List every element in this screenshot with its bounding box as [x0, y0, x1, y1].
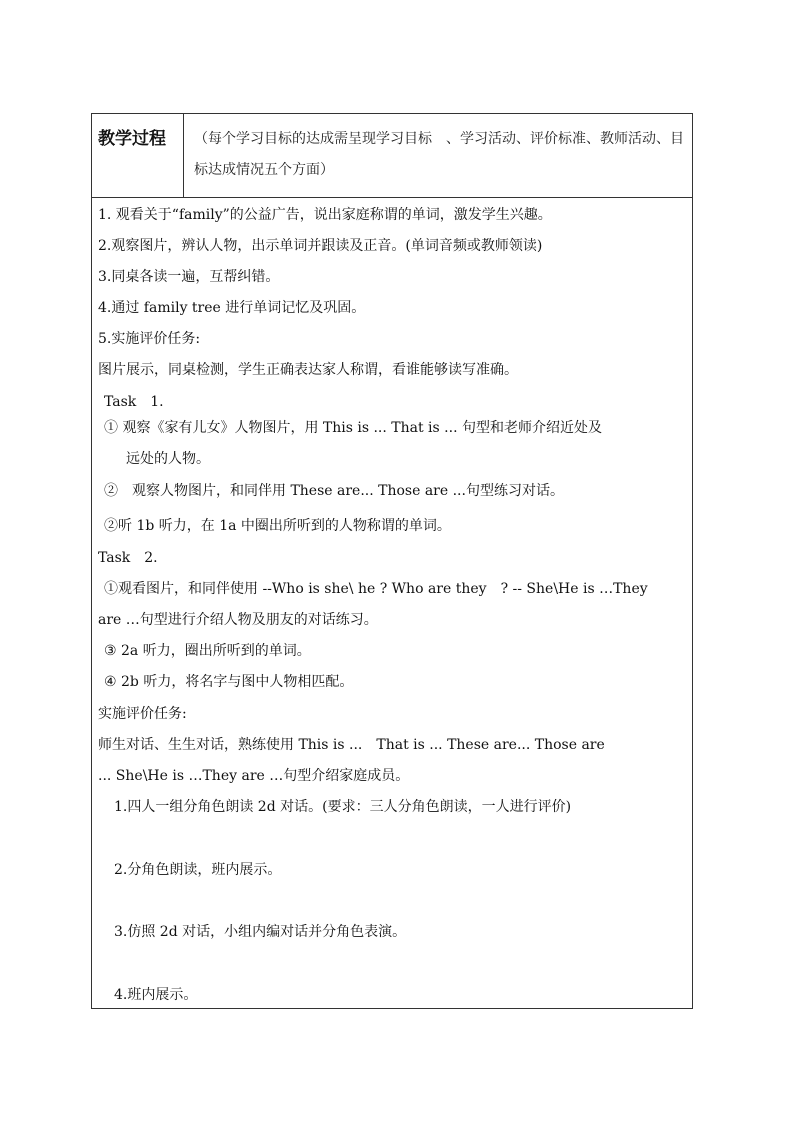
content-line: ②听 1b 听力，在 1a 中圈出所听到的人物称谓的单词。 — [104, 518, 451, 534]
content-line: are …句型进行介绍人物及朋友的对话练习。 — [98, 612, 378, 628]
content-line: ④ 2b 听力，将名字与图中人物相匹配。 — [104, 674, 354, 690]
header-description: （每个学习目标的达成需呈现学习目标 、学习活动、评价标准、教师活动、目标达成情况五个方面） — [194, 131, 684, 178]
content-line: ② 观察人物图片，和同伴用 These are... Those are ...句型练习对话。 — [104, 483, 564, 499]
content-line: 1. 观看关于“family”的公益广告，说出家庭称谓的单词，激发学生兴趣。 — [98, 207, 552, 223]
header-label-cell — [92, 114, 184, 197]
content-line: 4.通过 family tree 进行单词记忆及巩固。 — [98, 300, 366, 316]
task-heading: Task 1. — [104, 394, 164, 410]
content-line: 师生对话、生生对话，熟练使用 This is ... That is ... These are... Those are — [98, 737, 605, 753]
section-title: 教学过程 — [98, 129, 166, 149]
content-line: ①观看图片，和同伴使用 --Who is she\ he ? Who are they ? -- She\He is …They — [104, 581, 648, 597]
content-line: 远处的人物。 — [126, 451, 210, 467]
content-line: 实施评价任务: — [98, 706, 187, 722]
content-line: 3.同桌各读一遍，互帮纠错。 — [98, 269, 280, 285]
content-line: ... She\He is …They are …句型介绍家庭成员。 — [98, 768, 410, 784]
content-line: 2.分角色朗读，班内展示。 — [114, 862, 282, 878]
content-line: 4.班内展示。 — [114, 987, 198, 1003]
content-line: 5.实施评价任务: — [98, 331, 201, 347]
content-line: 2.观察图片，辨认人物，出示单词并跟读及正音。(单词音频或教师领读) — [98, 238, 543, 254]
table-header-row — [92, 114, 692, 198]
content-line: 3.仿照 2d 对话，小组内编对话并分角色表演。 — [114, 924, 407, 940]
content-line: ① 观察《家有儿女》人物图片，用 This is ... That is ... 句型和老师介绍近处及 — [104, 420, 602, 436]
content-line: 图片展示，同桌检测，学生正确表达家人称谓，看谁能够读写准确。 — [98, 362, 518, 378]
task-heading: Task 2. — [98, 550, 158, 566]
content-line: ③ 2a 听力，圈出所听到的单词。 — [104, 643, 311, 659]
content-line: 1.四人一组分角色朗读 2d 对话。(要求：三人分角色朗读，一人进行评价) — [114, 799, 572, 815]
